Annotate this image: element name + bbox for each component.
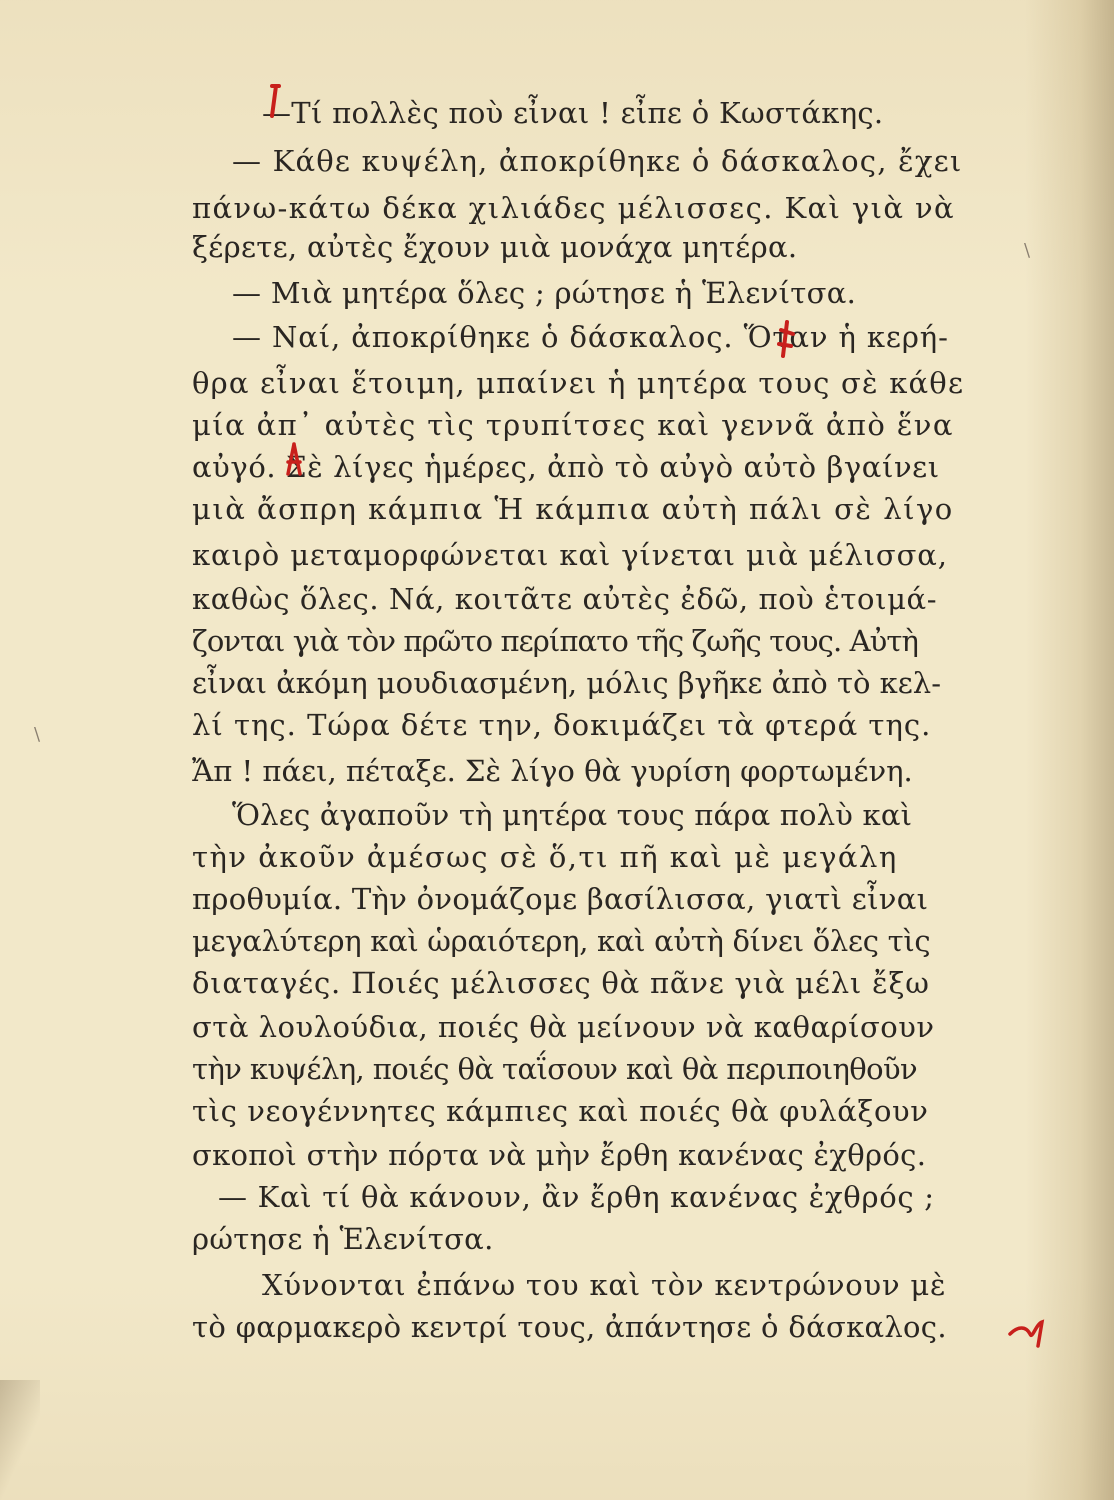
text-line: ζονται γιὰ τὸν πρῶτο περίπατο τῆς ζωῆς τους. Αὐτὴ (192, 624, 919, 658)
text-line: λί της. Τώρα δέτε την, δοκιμάζει τὰ φτερά της. (192, 708, 932, 742)
text-line: τὸ φαρμακερὸ κεντρί τους, ἀπάντησε ὁ δάσκαλος. (192, 1310, 947, 1344)
text-line: θρα εἶναι ἕτοιμη, μπαίνει ἡ μητέρα τους σὲ κάθε (192, 366, 965, 400)
text-line: προθυμία. Τὴν ὀνομάζομε βασίλισσα, γιατὶ εἶναι (192, 882, 929, 916)
text-line: ξέρετε, αὐτὲς ἔχουν μιὰ μονάχα μητέρα. (192, 230, 798, 264)
text-line: πάνω-κάτω δέκα χιλιάδες μέλισσες. Καὶ γιὰ νὰ (192, 191, 956, 225)
stray-mark: \ (34, 724, 41, 745)
red-end-mark (1008, 1316, 1048, 1350)
page-fold-shadow (0, 1380, 40, 1500)
text-line: καθὼς ὅλες. Νά, κοιτᾶτε αὐτὲς ἐδῶ, ποὺ ἑτοιμά- (192, 582, 938, 616)
text-line: μιὰ ἄσπρη κάμπια Ἡ κάμπια αὐτὴ πάλι σὲ λίγο (192, 492, 954, 526)
text-line: — Κάθε κυψέλη, ἀποκρίθηκε ὁ δάσκαλος, ἔχει (232, 144, 963, 178)
text-line: Ἄπ ! πάει, πέταξε. Σὲ λίγο θὰ γυρίση φορτωμένη. (192, 754, 913, 788)
text-line: καιρὸ μεταμορφώνεται καὶ γίνεται μιὰ μέλισσα, (192, 538, 948, 572)
red-bracket-mark (262, 82, 282, 122)
red-paragraph-mark (775, 320, 797, 360)
text-line: τὴν ἀκοῦν ἀμέσως σὲ ὅ,τι πῆ καὶ μὲ μεγάλη (192, 840, 898, 874)
text-line: εἶναι ἀκόμη μουδιασμένη, μόλις βγῆκε ἀπὸ τὸ κελ- (192, 666, 941, 700)
text-line: τὶς νεογέννητες κάμπιες καὶ ποιές θὰ φυλάξουν (192, 1094, 929, 1128)
text-line: — Μιὰ μητέρα ὅλες ; ρώτησε ἡ Ἑλενίτσα. (232, 276, 857, 310)
text-line: τὴν κυψέλη, ποιές θὰ ταΐσουν καὶ θὰ περιποιηθοῦν (192, 1052, 918, 1086)
text-line: αὐγό. Σὲ λίγες ἡμέρες, ἀπὸ τὸ αὐγὸ αὐτὸ βγαίνει (192, 450, 940, 484)
red-paragraph-mark (282, 440, 306, 480)
text-line: Χύνονται ἐπάνω του καὶ τὸν κεντρώνουν μὲ (262, 1268, 947, 1302)
text-line: —Τί πολλὲς ποὺ εἶναι ! εἶπε ὁ Κωστάκης. (262, 96, 884, 130)
text-line: μία ἀπ᾽ αὐτὲς τὶς τρυπίτσες καὶ γεννᾶ ἀπὸ ἕνα (192, 408, 954, 442)
text-line: στὰ λουλούδια, ποιές θὰ μείνουν νὰ καθαρίσουν (192, 1010, 935, 1044)
text-line: μεγαλύτερη καὶ ὡραιότερη, καὶ αὐτὴ δίνει ὅλες τὶς (192, 924, 931, 958)
text-line: ρώτησε ἡ Ἑλενίτσα. (192, 1222, 494, 1256)
text-line: Ὅλες ἀγαποῦν τὴ μητέρα τους πάρα πολὺ καὶ (232, 798, 913, 832)
text-line: — Ναί, ἀποκρίθηκε ὁ δάσκαλος. Ὅταν ἡ κερή- (232, 320, 949, 354)
text-line: διαταγές. Ποιές μέλισσες θὰ πᾶνε γιὰ μέλι ἔξω (192, 966, 930, 1000)
stray-mark: \ (1024, 240, 1031, 261)
text-line: — Καὶ τί θὰ κάνουν, ἂν ἔρθη κανένας ἐχθρός ; (218, 1180, 935, 1214)
text-line: σκοποὶ στὴν πόρτα νὰ μὴν ἔρθη κανένας ἐχθρός. (192, 1138, 927, 1172)
